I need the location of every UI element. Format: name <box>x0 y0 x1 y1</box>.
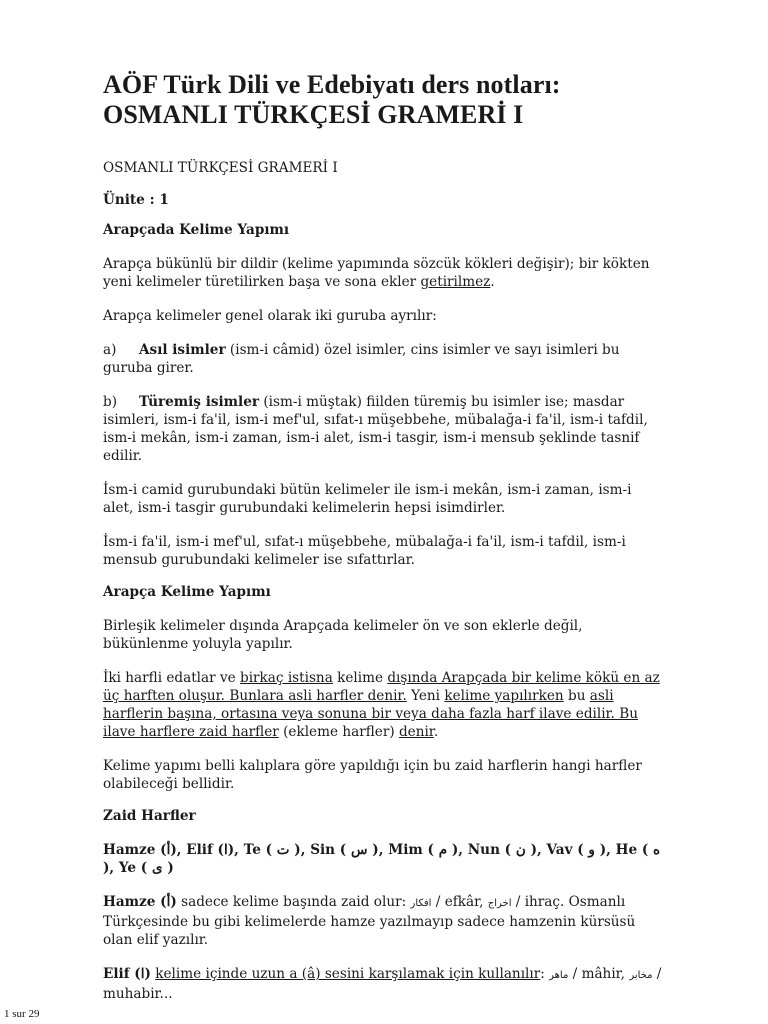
text-run: bu <box>563 688 590 704</box>
unit-label: Ünite : 1 <box>103 192 169 208</box>
zaid-letters-list: Hamze (أ), Elif (ا), Te ( ت ), Sin ( س ), Mim ( م ), Nun ( ن ), Vav ( و ), He ( ه ), Ye ( ى ) <box>103 842 661 876</box>
arabic-word: افكار <box>410 898 432 909</box>
page-title <box>103 70 663 130</box>
underlined-text: dışında Arapçada bir kelime kökü en az üç harften oluşur. Bunlara asli harfler denir. <box>103 670 660 704</box>
subtitle: OSMANLI TÜRKÇESİ GRAMERİ I <box>103 160 338 176</box>
text-run: Arapça bükünlü bir dildir (kelime yapımında sözcük kökleri değişir); bir kökten yeni kelimeler türetilirken başa ve sona ekler <box>103 256 650 290</box>
bold-term: Asıl isimler <box>139 342 226 358</box>
text-run: / ihraç. Osmanlı Türkçesinde bu gibi kelimelerde hamze yazılmayıp sadece hamzenin kürsüsü olan elif yazılır. <box>103 894 636 948</box>
bold-term: Türemiş isimler <box>139 394 260 410</box>
list-marker: b) <box>103 394 118 410</box>
text-run: (ism-i câmid) özel isimler, cins isimler ve sayı isimleri bu guruba girer. <box>103 342 620 376</box>
document-page <box>103 70 663 1003</box>
list-item-a <box>103 341 663 377</box>
text-run: sadece kelime başında zaid olur: <box>176 894 411 910</box>
page-counter: 1 sur 29 <box>4 1008 40 1020</box>
paragraph <box>103 255 663 291</box>
title-line-2: OSMANLI TÜRKÇESİ GRAMERİ I <box>103 100 524 129</box>
text-run: (ekleme harfler) <box>278 724 399 740</box>
text-run: / muhabir... <box>103 966 662 1002</box>
text-run: / efkâr, <box>431 894 488 910</box>
underlined-text: kelime yapılırken <box>444 688 564 704</box>
text-run: / mâhir, <box>568 966 630 982</box>
arabic-word: ماهر <box>549 970 569 981</box>
underlined-text: kelime içinde uzun a (â) sesini karşılamak için kullanılır <box>155 966 541 982</box>
text-run: : <box>540 966 550 982</box>
bold-term: Hamze (أ) <box>103 894 177 910</box>
paragraph: İsm-i camid gurubundaki bütün kelimeler ile ism-i mekân, ism-i zaman, ism-i alet, ism-i tasgir gurubundaki kelimelerin hepsi isimdirler. <box>103 482 632 516</box>
bold-term: Elif (ا) <box>103 966 151 982</box>
underlined-text: getirilmez <box>420 274 491 290</box>
underlined-text: denir <box>398 724 434 740</box>
paragraph: İsm-i fa'il, ism-i mef'ul, sıfat-ı müşebbehe, mübalağa-i fa'il, ism-i tafdil, ism-i mensub gurubundaki kelimeler ise sıfattırlar. <box>103 534 626 568</box>
text-run: İki harfli edatlar ve <box>103 670 240 686</box>
section-heading-2: Arapça Kelime Yapımı <box>103 584 271 600</box>
list-marker: a) <box>103 342 117 358</box>
text-run: kelime <box>332 670 388 686</box>
arabic-word: اخراج <box>487 898 512 909</box>
text-run: . <box>433 724 439 740</box>
arabic-word: مخابر <box>629 970 653 981</box>
underlined-text: birkaç istisna <box>240 670 333 686</box>
text-run: . <box>490 274 495 290</box>
paragraph: Arapça kelimeler genel olarak iki guruba ayrılır: <box>103 308 437 324</box>
section-heading-1: Arapçada Kelime Yapımı <box>103 222 290 238</box>
paragraph: Birleşik kelimeler dışında Arapçada kelimeler ön ve son eklerle değil, bükünlenme yoluyla yapılır. <box>103 618 583 652</box>
underlined-text: asli harflerin başına, ortasına veya sonuna bir veya daha fazla harf ilave edilir. Bu ilave harflere zaid harfler <box>103 688 638 740</box>
text-run: Yeni <box>406 688 445 704</box>
text-run: (ism-i müştak) fiilden türemiş bu isimler ise; masdar isimleri, ism-i fa'il, ism-i mef'ul, sıfat-ı müşebbehe, mübalağa-i fa'il, ism-i tafdil, ism-i mekân, ism-i zaman, ism-i alet, ism-i tasgir, ism-i mensub şeklinde tasnif edilir. <box>103 394 648 464</box>
paragraph: Kelime yapımı belli kalıplara göre yapıldığı için bu zaid harflerin hangi harfler olabileceği bellidir. <box>103 758 642 792</box>
list-item-b <box>103 393 663 465</box>
paragraph-elif <box>103 965 663 1003</box>
paragraph <box>103 669 663 741</box>
paragraph-hamze <box>103 893 663 949</box>
section-heading-3: Zaid Harfler <box>103 808 196 824</box>
title-line-1: AÖF Türk Dili ve Edebiyatı ders notları: <box>103 70 561 99</box>
